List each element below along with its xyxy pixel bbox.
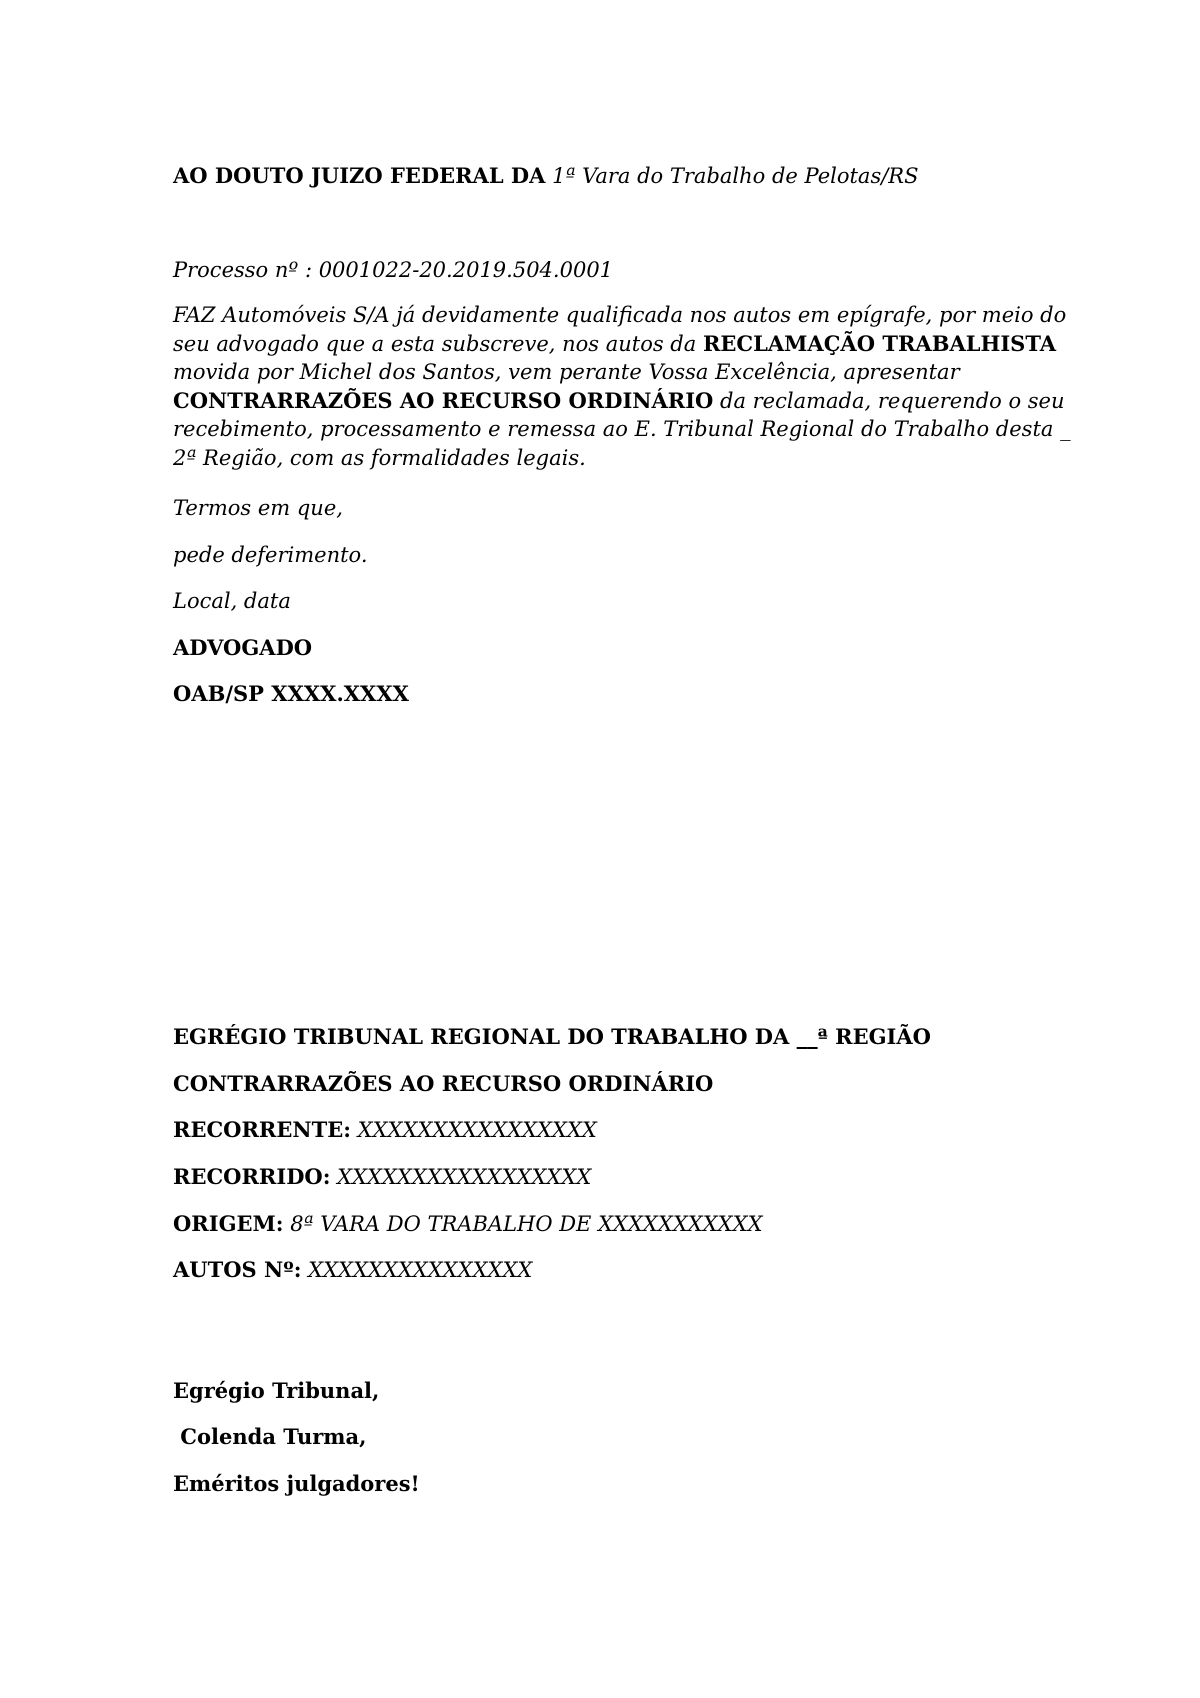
court-address — [173, 162, 919, 190]
closing-termos: Termos em que, — [173, 496, 343, 520]
petition-line-1: FAZ Automóveis S/A já devidamente qualificada nos autos em epígrafe, por meio do — [173, 303, 1067, 327]
recorrente-label: RECORRENTE: — [173, 1117, 351, 1142]
petition-line-4 — [173, 387, 1065, 416]
petition-paragraph — [173, 301, 1071, 472]
recorrido-label: RECORRIDO: — [173, 1164, 331, 1189]
petition-line-5: recebimento, processamento e remessa ao E. Tribunal Regional do Trabalho desta _ — [173, 417, 1071, 441]
petition-line-2-text: seu advogado que a esta subscreve, nos autos da — [173, 331, 703, 356]
recorrente-line — [173, 1116, 597, 1144]
origem-value: 8ª VARA DO TRABALHO DE XXXXXXXXXXX — [283, 1212, 763, 1236]
salutation-3: Eméritos julgadores! — [173, 1471, 420, 1496]
recorrido-line — [173, 1163, 591, 1191]
court-address-bold: AO DOUTO JUIZO FEDERAL DA — [173, 163, 546, 188]
autos-label: AUTOS Nº: — [173, 1257, 302, 1282]
closing-local: Local, data — [173, 589, 291, 613]
petition-line-2 — [173, 330, 1057, 359]
autos-value: XXXXXXXXXXXXXXX — [301, 1258, 533, 1282]
process-number: Processo nº : 0001022-20.2019.504.0001 — [173, 258, 614, 282]
origem-line — [173, 1210, 763, 1238]
salutation-2: Colenda Turma, — [173, 1424, 367, 1449]
lawyer-title: ADVOGADO — [173, 635, 313, 660]
lawyer-oab: OAB/SP XXXX.XXXX — [173, 681, 409, 706]
section-title: CONTRARRAZÕES AO RECURSO ORDINÁRIO — [173, 1071, 714, 1096]
court-address-italic: 1ª Vara do Trabalho de Pelotas/RS — [552, 164, 919, 188]
closing-pede: pede deferimento. — [173, 543, 368, 567]
petition-line-6: 2ª Região, com as formalidades legais. — [173, 445, 586, 470]
recorrido-value: XXXXXXXXXXXXXXXXX — [330, 1165, 592, 1189]
petition-type: CONTRARRAZÕES AO RECURSO ORDINÁRIO — [173, 387, 714, 413]
salutation-1: Egrégio Tribunal, — [173, 1378, 380, 1403]
petition-line-4-text: da reclamada, requerendo o seu — [713, 388, 1065, 413]
recorrente-value: XXXXXXXXXXXXXXXX — [350, 1118, 597, 1142]
petition-line-3: movida por Michel dos Santos, vem perante Vossa Excelência, apresentar — [173, 360, 960, 384]
tribunal-heading: EGRÉGIO TRIBUNAL REGIONAL DO TRABALHO DA __ª REGIÃO — [173, 1024, 931, 1049]
origem-label: ORIGEM: — [173, 1211, 284, 1236]
claim-type: RECLAMAÇÃO TRABALHISTA — [702, 330, 1057, 356]
autos-line — [173, 1256, 532, 1284]
